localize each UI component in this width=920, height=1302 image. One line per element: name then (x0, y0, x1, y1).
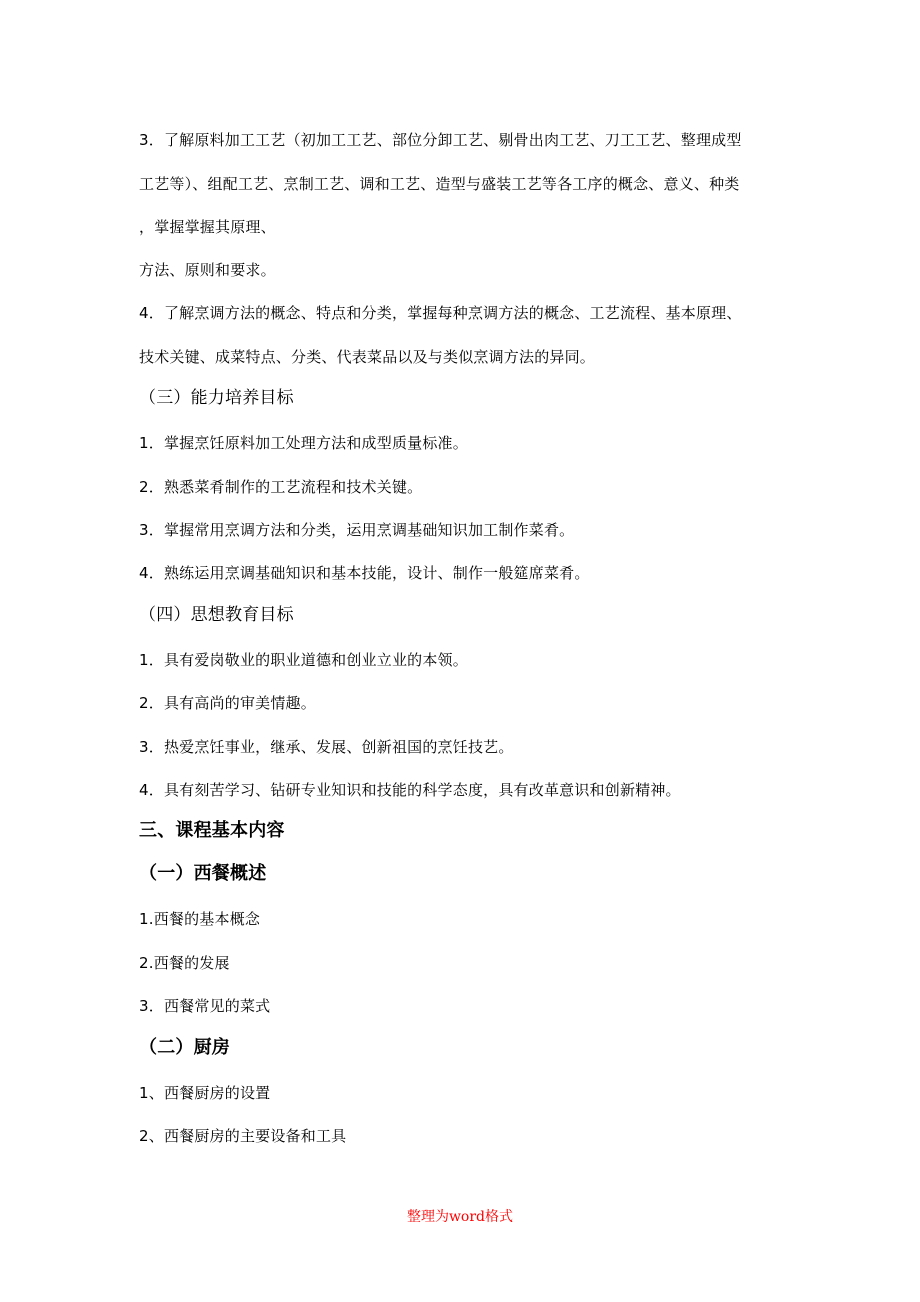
page-footer: 整理为word格式 (406, 1209, 514, 1225)
subsection-heading-kitchen: （二）厨房 (139, 1037, 230, 1058)
list-item: 1、西餐厨房的设置 (139, 1084, 271, 1102)
section-heading-course: 三、课程基本内容 (139, 820, 285, 841)
list-item: 1．具有爱岗敬业的职业道德和创业立业的本领。 (139, 651, 468, 669)
list-item: 3．西餐常见的菜式 (139, 997, 271, 1015)
list-item: 1.西餐的基本概念 (139, 910, 261, 928)
subsection-heading-western: （一）西餐概述 (139, 863, 267, 884)
list-item: 2.西餐的发展 (139, 954, 230, 972)
list-item: 4．具有刻苦学习、钻研专业知识和技能的科学态度，具有改革意识和创新精神。 (139, 781, 681, 799)
paragraph-line: 工艺等）、组配工艺、烹制工艺、调和工艺、造型与盛装工艺等各工序的概念、意义、种类 (139, 175, 740, 193)
paragraph-line: 4．了解烹调方法的概念、特点和分类，掌握每种烹调方法的概念、工艺流程、基本原理、 (139, 304, 742, 322)
list-item: 2．具有高尚的审美情趣。 (139, 694, 316, 712)
list-item: 2．熟悉菜肴制作的工艺流程和技术关键。 (139, 478, 423, 496)
list-item: 3．热爱烹饪事业，继承、发展、创新祖国的烹饪技艺。 (139, 738, 514, 756)
subsection-heading-ability: （三）能力培养目标 (139, 388, 294, 408)
subsection-heading-ideology: （四）思想教育目标 (139, 605, 294, 625)
list-item: 3．掌握常用烹调方法和分类，运用烹调基础知识加工制作菜肴。 (139, 521, 575, 539)
list-item: 4．熟练运用烹调基础知识和基本技能，设计、制作一般筵席菜肴。 (139, 564, 590, 582)
list-item: 1．掌握烹饪原料加工处理方法和成型质量标准。 (139, 434, 468, 452)
paragraph-line: 技术关键、成菜特点、分类、代表菜品以及与类似烹调方法的异同。 (139, 348, 596, 366)
list-item: 2、西餐厨房的主要设备和工具 (139, 1127, 347, 1145)
paragraph-line: ，掌握掌握其原理、 (139, 218, 276, 236)
paragraph-line: 3．了解原料加工工艺（初加工工艺、部位分卸工艺、剔骨出肉工艺、刀工工艺、整理成型 (139, 131, 742, 149)
paragraph-line: 方法、原则和要求。 (139, 261, 276, 279)
